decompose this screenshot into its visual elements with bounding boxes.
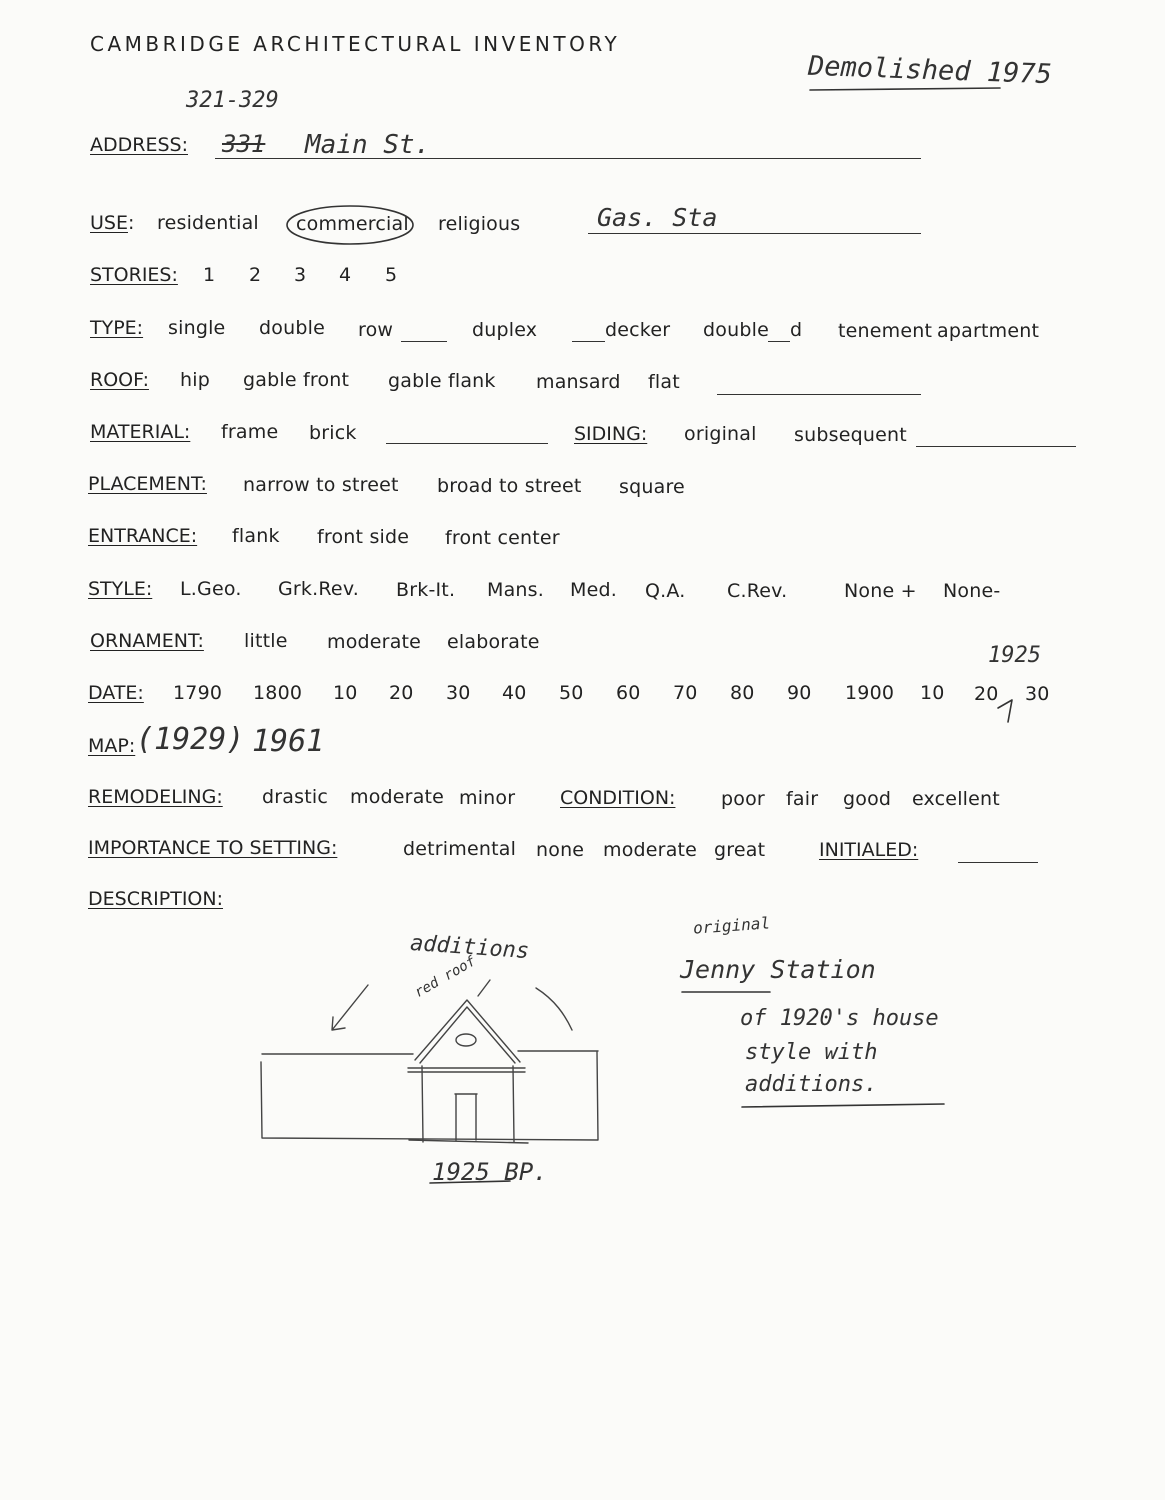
condition-option-good: good bbox=[843, 788, 892, 810]
demolished-underline bbox=[810, 88, 1000, 90]
date-option-1800: 1800 bbox=[253, 682, 303, 704]
stories-option-2: 2 bbox=[249, 264, 262, 286]
material-option-frame: frame bbox=[221, 421, 279, 443]
material-other-line bbox=[386, 443, 548, 444]
desc-line-original: original bbox=[692, 913, 771, 938]
roof-option-flat: flat bbox=[648, 371, 680, 393]
condition-option-excellent: excellent bbox=[912, 788, 1000, 810]
initialed-line bbox=[958, 862, 1038, 863]
map-label: MAP: bbox=[88, 735, 136, 757]
description-label: DESCRIPTION: bbox=[88, 888, 224, 910]
style-option-qa: Q.A. bbox=[645, 580, 686, 602]
type-label: TYPE: bbox=[90, 317, 144, 339]
map-year-1961: 1961 bbox=[252, 724, 325, 759]
importance-option-great: great bbox=[714, 839, 766, 861]
date-option-1840: 40 bbox=[502, 682, 527, 704]
date-option-1880: 80 bbox=[730, 682, 755, 704]
placement-option-broad: broad to street bbox=[437, 475, 582, 497]
desc-line-1920s-house: of 1920's house bbox=[740, 1006, 939, 1031]
sketch-red-roof-note: red roof bbox=[412, 953, 479, 1001]
siding-other-line bbox=[916, 446, 1076, 447]
condition-option-poor: poor bbox=[721, 788, 765, 810]
use-other-handwritten: Gas. Sta bbox=[597, 203, 718, 232]
importance-option-none: none bbox=[536, 839, 585, 861]
type-option-decker: decker bbox=[605, 319, 671, 341]
entrance-option-front-center: front center bbox=[445, 527, 560, 549]
importance-label: IMPORTANCE TO SETTING: bbox=[88, 837, 338, 859]
address-street-handwritten: Main St. bbox=[305, 130, 431, 160]
style-option-none-plus: None + bbox=[844, 580, 917, 602]
map-year-1929: (1929) bbox=[136, 722, 245, 757]
material-option-brick: brick bbox=[309, 422, 357, 444]
address-line bbox=[215, 158, 921, 159]
condition-label: CONDITION: bbox=[560, 787, 676, 809]
importance-option-detrimental: detrimental bbox=[403, 838, 517, 860]
date-option-1790: 1790 bbox=[173, 682, 223, 704]
date-option-1900: 1900 bbox=[845, 682, 895, 704]
date-arrow-mark bbox=[998, 700, 1012, 722]
date-handwritten-note: 1925 bbox=[988, 643, 1041, 668]
date-option-1850: 50 bbox=[559, 682, 584, 704]
siding-label: SIDING: bbox=[574, 423, 648, 445]
style-option-grkrev: Grk.Rev. bbox=[278, 578, 360, 600]
date-option-1820: 20 bbox=[389, 682, 414, 704]
siding-option-original: original bbox=[684, 423, 757, 445]
use-option-religious: religious bbox=[438, 213, 521, 235]
style-option-lgeo: L.Geo. bbox=[180, 578, 242, 600]
entrance-label: ENTRANCE: bbox=[88, 525, 198, 547]
form-title: CAMBRIDGE ARCHITECTURAL INVENTORY bbox=[90, 32, 621, 56]
remodeling-label: REMODELING: bbox=[88, 786, 223, 808]
roof-other-line bbox=[717, 394, 921, 395]
desc-line-jenny-station: Jenny Station bbox=[680, 955, 876, 984]
material-label: MATERIAL: bbox=[90, 421, 191, 443]
date-option-1890: 90 bbox=[787, 682, 812, 704]
remodeling-option-drastic: drastic bbox=[262, 786, 328, 808]
date-option-1810: 10 bbox=[333, 682, 358, 704]
ornament-label: ORNAMENT: bbox=[90, 630, 204, 652]
style-option-med: Med. bbox=[570, 579, 617, 601]
style-label: STYLE: bbox=[88, 578, 153, 600]
additions-underline bbox=[742, 1104, 944, 1107]
date-label: DATE: bbox=[88, 682, 144, 704]
style-option-brkit: Brk-It. bbox=[396, 579, 456, 601]
type-option-duplex: duplex bbox=[472, 319, 538, 341]
entrance-option-flank: flank bbox=[232, 525, 280, 547]
date-option-1920: 20 bbox=[974, 683, 999, 705]
remodeling-option-minor: minor bbox=[459, 787, 516, 809]
siding-option-subsequent: subsequent bbox=[794, 424, 907, 446]
type-option-double-d: double bbox=[703, 319, 769, 341]
date-option-1860: 60 bbox=[616, 682, 641, 704]
importance-option-moderate: moderate bbox=[603, 839, 698, 861]
roof-option-gable-front: gable front bbox=[243, 369, 350, 391]
stories-label: STORIES: bbox=[90, 264, 178, 286]
date-option-1910: 10 bbox=[920, 682, 945, 704]
type-decker-blank bbox=[572, 341, 605, 342]
type-option-apartment: apartment bbox=[937, 320, 1040, 342]
ornament-option-little: little bbox=[244, 630, 288, 652]
demolished-note: Demolished 1975 bbox=[807, 50, 1053, 91]
use-other-line bbox=[588, 233, 921, 234]
type-row-blank bbox=[401, 341, 447, 342]
initialed-label: INITIALED: bbox=[819, 839, 919, 861]
sketch-caption: 1925 BP. bbox=[432, 1158, 548, 1186]
style-option-mans: Mans. bbox=[487, 579, 545, 601]
type-option-d: d bbox=[790, 319, 803, 341]
stories-option-4: 4 bbox=[339, 264, 352, 286]
type-double-blank bbox=[768, 341, 790, 342]
remodeling-option-moderate: moderate bbox=[350, 786, 445, 808]
type-option-tenement: tenement bbox=[838, 320, 933, 342]
style-option-none-minus: None- bbox=[943, 580, 1001, 602]
stories-option-5: 5 bbox=[385, 264, 398, 286]
ornament-option-moderate: moderate bbox=[327, 631, 422, 653]
type-option-single: single bbox=[168, 317, 226, 339]
date-option-1930: 30 bbox=[1025, 683, 1050, 705]
use-option-commercial: commercial bbox=[296, 213, 409, 235]
roof-option-mansard: mansard bbox=[536, 371, 621, 393]
desc-line-additions: additions. bbox=[745, 1072, 878, 1097]
date-option-1830: 30 bbox=[446, 682, 471, 704]
stories-option-1: 1 bbox=[203, 264, 216, 286]
sketch-additions-note: additions bbox=[409, 930, 530, 965]
placement-option-square: square bbox=[619, 476, 685, 498]
type-option-row: row bbox=[358, 319, 394, 341]
building-sketch bbox=[261, 980, 598, 1143]
address-struck-number: 331 bbox=[222, 130, 266, 158]
date-option-1870: 70 bbox=[673, 682, 698, 704]
use-option-residential: residential bbox=[157, 212, 259, 234]
placement-option-narrow: narrow to street bbox=[243, 474, 399, 496]
address-label: ADDRESS: bbox=[90, 134, 188, 156]
style-option-crev: C.Rev. bbox=[727, 580, 788, 602]
condition-option-fair: fair bbox=[786, 788, 819, 810]
address-number-handwritten: 321-329 bbox=[186, 88, 279, 113]
entrance-option-front-side: front side bbox=[317, 526, 410, 548]
roof-option-hip: hip bbox=[180, 369, 210, 391]
stories-option-3: 3 bbox=[294, 264, 307, 286]
roof-option-gable-flank: gable flank bbox=[388, 370, 496, 392]
ornament-option-elaborate: elaborate bbox=[447, 631, 540, 653]
roof-label: ROOF: bbox=[90, 369, 149, 391]
type-option-double: double bbox=[259, 317, 325, 339]
placement-label: PLACEMENT: bbox=[88, 473, 207, 495]
use-label: USE: bbox=[90, 212, 135, 234]
desc-line-style-with: style with bbox=[745, 1040, 878, 1065]
